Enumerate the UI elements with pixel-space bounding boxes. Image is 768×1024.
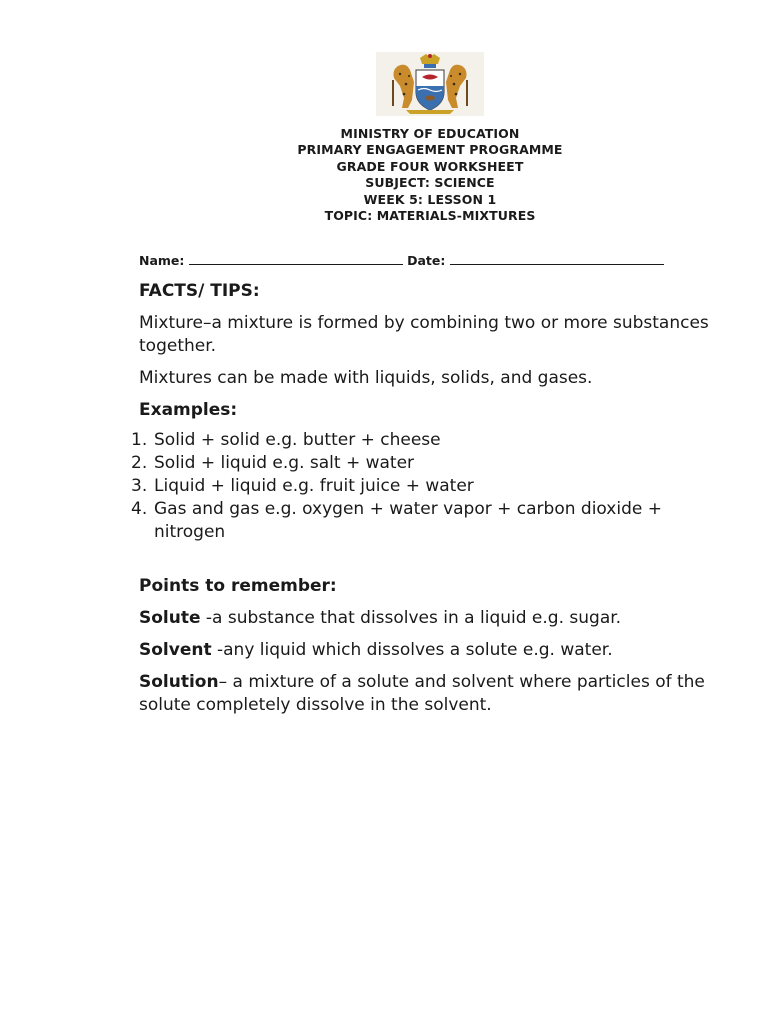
list-item-text: Solid + liquid e.g. salt + water — [154, 453, 415, 473]
mixture-definition: Mixture–a mixture is formed by combining two or more substances together. — [139, 313, 709, 356]
points-title: Points to remember: — [139, 576, 337, 596]
spacer — [139, 544, 739, 575]
coat-of-arms-logo — [376, 52, 484, 116]
date-label: Date: — [407, 253, 446, 268]
header-worksheet: GRADE FOUR WORKSHEET — [336, 158, 524, 174]
solute-text: -a substance that dissolves in a liquid e.g. sugar. — [200, 608, 622, 628]
facts-title: FACTS/ TIPS: — [139, 281, 260, 301]
list-item-number: 1. — [131, 430, 148, 450]
list-item-text: Solid + solid e.g. butter + cheese — [154, 430, 441, 450]
header-ministry: MINISTRY OF EDUCATION — [340, 126, 520, 141]
name-label: Name: — [139, 253, 185, 268]
name-date-line — [139, 253, 664, 268]
header-subject: SUBJECT: SCIENCE — [365, 175, 495, 191]
examples-title: Examples: — [139, 400, 238, 420]
mixture-note: Mixtures can be made with liquids, solids, and gases. — [139, 368, 593, 388]
solution-text: – a mixture of a solute and solvent where particles of the solute completely dissolve in the solvent. — [139, 672, 705, 715]
list-item-number: 3. — [131, 476, 148, 496]
list-item — [131, 475, 731, 498]
solution-definition — [139, 671, 739, 717]
date-blank[interactable] — [450, 253, 664, 265]
header-programme: PRIMARY ENGAGEMENT PROGRAMME — [297, 142, 563, 158]
worksheet-body — [131, 280, 739, 726]
list-item-text: Liquid + liquid e.g. fruit juice + water — [154, 476, 474, 496]
list-item — [131, 498, 731, 544]
solute-definition — [139, 607, 739, 630]
list-item — [131, 452, 731, 475]
header-week-lesson: WEEK 5: LESSON 1 — [363, 191, 497, 207]
list-item-number: 4. — [131, 499, 148, 519]
worksheet-header — [0, 126, 768, 224]
examples-list — [131, 429, 739, 544]
list-item — [131, 429, 731, 452]
solution-term: Solution — [139, 672, 219, 692]
header-topic: TOPIC: MATERIALS-MIXTURES — [324, 208, 536, 224]
name-blank[interactable] — [189, 253, 403, 265]
solute-term: Solute — [139, 608, 201, 628]
list-item-number: 2. — [131, 453, 148, 473]
solvent-definition — [139, 639, 739, 662]
solvent-term: Solvent — [139, 640, 212, 660]
list-item-text: Gas and gas e.g. oxygen + water vapor + carbon dioxide + nitrogen — [154, 499, 662, 542]
solvent-text: -any liquid which dissolves a solute e.g. water. — [211, 640, 613, 660]
